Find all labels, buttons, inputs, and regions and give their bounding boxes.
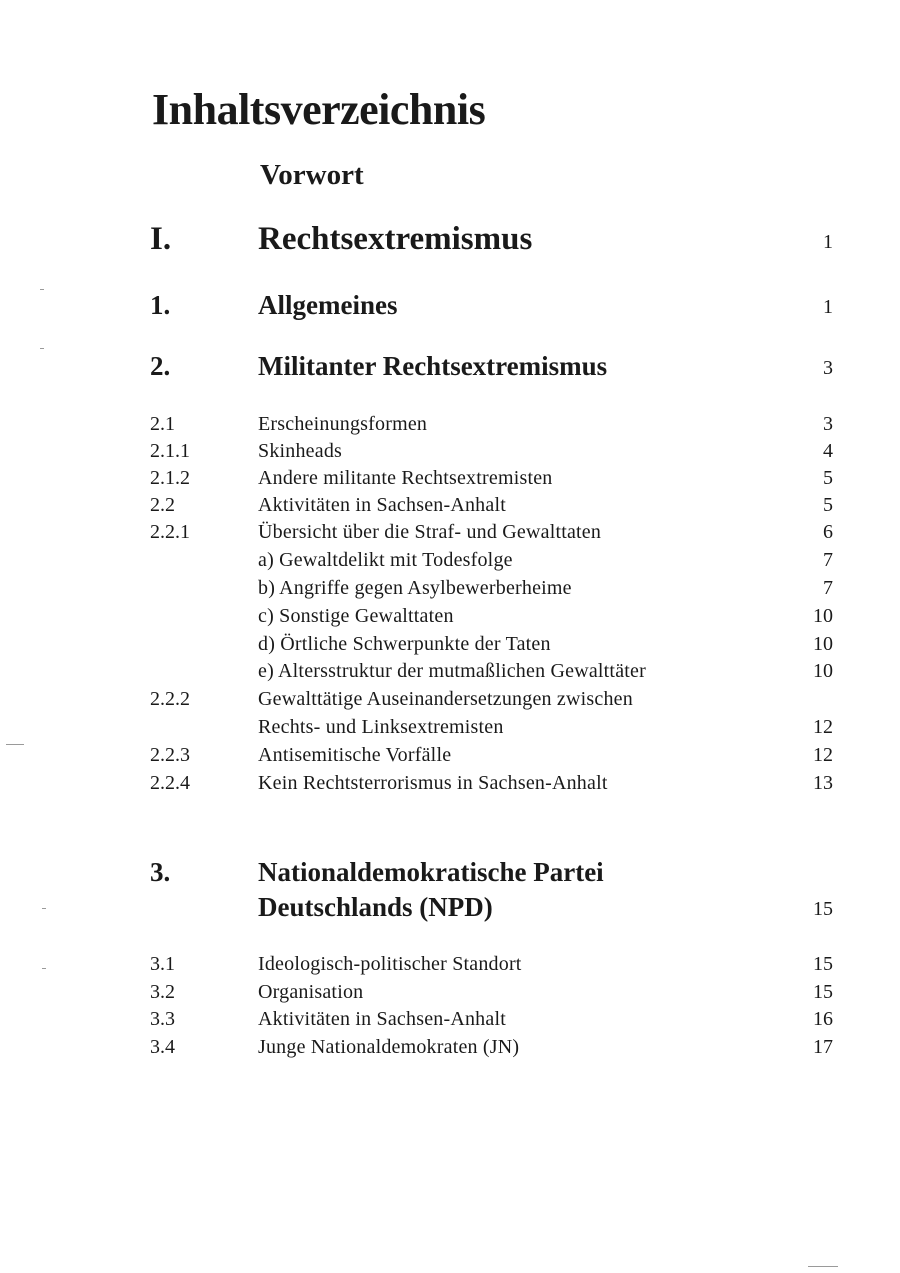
- scan-speck: [40, 348, 44, 349]
- toc-number: 3.: [150, 857, 171, 887]
- toc-number: 2.2: [150, 494, 175, 516]
- page-title: Inhaltsverzeichnis: [152, 85, 486, 134]
- toc-label: Andere militante Rechtsextremisten: [258, 467, 553, 489]
- toc-label: Junge Nationaldemokraten (JN): [258, 1036, 520, 1058]
- toc-label: Übersicht über die Straf- und Gewalttaten: [258, 521, 602, 543]
- toc-label: Antisemitische Vorfälle: [258, 744, 452, 766]
- toc-number: 2.1.2: [150, 467, 190, 489]
- preface-heading: Vorwort: [260, 159, 364, 191]
- toc-page-number: 13: [813, 772, 833, 794]
- toc-number: 2.2.2: [150, 688, 190, 710]
- toc-page-number: 1: [823, 296, 833, 318]
- toc-number: 2.2.4: [150, 772, 190, 794]
- toc-page-number: 12: [813, 716, 833, 738]
- toc-page-number: 15: [813, 953, 833, 975]
- toc-label: Erscheinungsformen: [258, 413, 428, 435]
- toc-page-number: 7: [823, 549, 833, 571]
- toc-label: b) Angriffe gegen Asylbewerberheime: [258, 577, 572, 599]
- toc-label: Aktivitäten in Sachsen-Anhalt: [258, 1008, 506, 1030]
- toc-number: 2.2.1: [150, 521, 190, 543]
- toc-label: Militanter Rechtsextremismus: [258, 351, 608, 381]
- toc-page-number: 17: [813, 1036, 833, 1058]
- scan-speck: [40, 289, 44, 290]
- toc-number: 3.2: [150, 981, 175, 1003]
- scan-speck: [42, 968, 46, 969]
- toc-label: Allgemeines: [258, 290, 398, 320]
- scan-speck: [6, 744, 24, 745]
- toc-label: Ideologisch-politischer Standort: [258, 953, 522, 975]
- scan-speck: [42, 908, 46, 909]
- toc-label: Deutschlands (NPD): [258, 892, 493, 922]
- toc-page-number: 1: [823, 231, 833, 253]
- scan-speck: [808, 1266, 838, 1267]
- toc-number: 3.1: [150, 953, 175, 975]
- toc-label: Gewalttätige Auseinandersetzungen zwischen: [258, 688, 633, 710]
- toc-number: 2.1.1: [150, 440, 190, 462]
- toc-page-number: 3: [823, 357, 833, 379]
- toc-page-number: 3: [823, 413, 833, 435]
- toc-page-number: 15: [813, 898, 833, 920]
- toc-label: Nationaldemokratische Partei: [258, 857, 604, 887]
- toc-label: d) Örtliche Schwerpunkte der Taten: [258, 633, 551, 655]
- toc-label: Organisation: [258, 981, 364, 1003]
- toc-number: 2.2.3: [150, 744, 190, 766]
- toc-label: Skinheads: [258, 440, 343, 462]
- toc-page-number: 10: [813, 605, 833, 627]
- toc-label: e) Altersstruktur der mutmaßlichen Gewalttäter: [258, 660, 646, 682]
- toc-page-number: 5: [823, 467, 833, 489]
- toc-page-number: 10: [813, 660, 833, 682]
- toc-number: 2.: [150, 351, 171, 381]
- toc-label: Kein Rechtsterrorismus in Sachsen-Anhalt: [258, 772, 608, 794]
- toc-page-number: 7: [823, 577, 833, 599]
- toc-page-number: 16: [813, 1008, 833, 1030]
- toc-label: Rechts- und Linksextremisten: [258, 716, 504, 738]
- toc-number: 3.3: [150, 1008, 175, 1030]
- toc-page-number: 12: [813, 744, 833, 766]
- toc-number: 1.: [150, 290, 171, 320]
- toc-page-number: 10: [813, 633, 833, 655]
- toc-label: c) Sonstige Gewalttaten: [258, 605, 454, 627]
- toc-page-number: 6: [823, 521, 833, 543]
- toc-page-number: 15: [813, 981, 833, 1003]
- toc-number: 3.4: [150, 1036, 175, 1058]
- toc-label: Rechtsextremismus: [258, 221, 533, 257]
- toc-label: Aktivitäten in Sachsen-Anhalt: [258, 494, 506, 516]
- toc-number: I.: [150, 221, 172, 257]
- toc-number: 2.1: [150, 413, 175, 435]
- toc-page-number: 5: [823, 494, 833, 516]
- toc-label: a) Gewaltdelikt mit Todesfolge: [258, 549, 513, 571]
- toc-page-number: 4: [823, 440, 833, 462]
